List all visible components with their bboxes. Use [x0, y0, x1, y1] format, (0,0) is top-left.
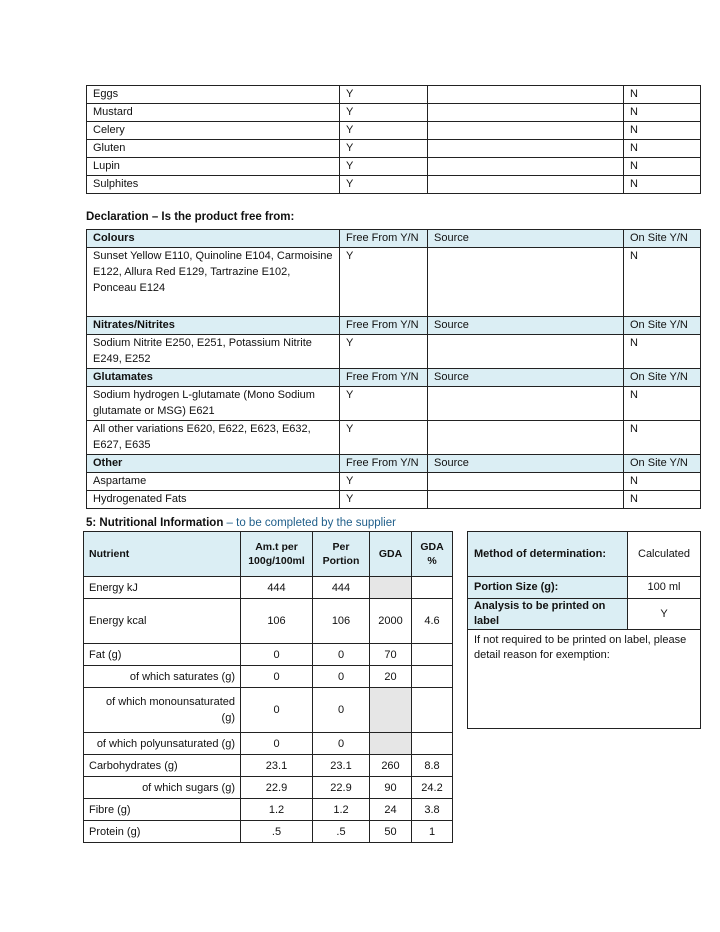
allergen-source	[428, 158, 624, 176]
allergen-onsite: N	[624, 86, 701, 104]
table-row	[84, 777, 453, 799]
nitrates-onsite: N	[624, 335, 701, 369]
nutrient-amount: 1.2	[241, 799, 313, 821]
col-amount: Am.t per 100g/100ml	[241, 532, 313, 577]
allergen-free: Y	[340, 86, 428, 104]
nutrient-amount: 22.9	[241, 777, 313, 799]
col-on-site: On Site Y/N	[624, 230, 701, 248]
nutrient-gda-pct: 4.6	[412, 599, 453, 644]
table-row	[84, 733, 453, 755]
col-free-from: Free From Y/N	[340, 369, 428, 387]
nutrient-gda: 20	[370, 666, 412, 688]
col-free-from: Free From Y/N	[340, 230, 428, 248]
allergen-name: Sulphites	[87, 176, 340, 194]
allergen-free: Y	[340, 158, 428, 176]
allergen-free: Y	[340, 176, 428, 194]
col-on-site: On Site Y/N	[624, 317, 701, 335]
analysis-label: Analysis to be printed on label	[468, 599, 628, 630]
colours-item: Sunset Yellow E110, Quinoline E104, Carmoisine E122, Allura Red E129, Tartrazine E102, Ponceau E124	[87, 248, 340, 317]
table-row	[87, 369, 701, 387]
method-value: Calculated	[628, 532, 701, 577]
allergen-table	[86, 85, 701, 194]
glutamates-onsite: N	[624, 421, 701, 455]
allergen-free: Y	[340, 104, 428, 122]
other-source	[428, 473, 624, 491]
col-free-from: Free From Y/N	[340, 455, 428, 473]
declaration-table	[86, 229, 701, 509]
allergen-onsite: N	[624, 140, 701, 158]
category-other: Other	[87, 455, 340, 473]
other-free: Y	[340, 473, 428, 491]
nutrient-gda: 24	[370, 799, 412, 821]
table-row	[84, 577, 453, 599]
col-source: Source	[428, 455, 624, 473]
nutrient-portion: 0	[313, 666, 370, 688]
nutrient-gda	[370, 577, 412, 599]
table-row	[87, 140, 701, 158]
nitrates-free: Y	[340, 335, 428, 369]
exemption-note: If not required to be printed on label, please detail reason for exemption:	[468, 630, 701, 729]
nutrient-portion: 106	[313, 599, 370, 644]
table-row	[84, 666, 453, 688]
table-row	[84, 821, 453, 843]
col-portion: Per Portion	[313, 532, 370, 577]
table-row	[87, 335, 701, 369]
table-row	[87, 86, 701, 104]
nutrient-name: of which sugars (g)	[84, 777, 241, 799]
nutrient-name: Fat (g)	[84, 644, 241, 666]
col-source: Source	[428, 230, 624, 248]
analysis-value: Y	[628, 599, 701, 630]
col-on-site: On Site Y/N	[624, 455, 701, 473]
method-label: Method of determination:	[468, 532, 628, 577]
portion-size-label: Portion Size (g):	[468, 577, 628, 599]
other-item: Hydrogenated Fats	[87, 491, 340, 509]
allergen-name: Celery	[87, 122, 340, 140]
portion-size-value: 100 ml	[628, 577, 701, 599]
nutrient-gda-pct	[412, 644, 453, 666]
allergen-source	[428, 176, 624, 194]
col-free-from: Free From Y/N	[340, 317, 428, 335]
allergen-onsite: N	[624, 122, 701, 140]
nutrient-portion: 0	[313, 644, 370, 666]
nutrient-portion: 23.1	[313, 755, 370, 777]
table-row	[87, 104, 701, 122]
category-colours: Colours	[87, 230, 340, 248]
nutrient-portion: 1.2	[313, 799, 370, 821]
table-row	[87, 455, 701, 473]
table-row	[84, 688, 453, 733]
glutamates-source	[428, 421, 624, 455]
table-row	[468, 599, 701, 630]
table-row	[87, 421, 701, 455]
table-row	[87, 387, 701, 421]
nutrient-name: Protein (g)	[84, 821, 241, 843]
category-glutamates: Glutamates	[87, 369, 340, 387]
glutamates-item: Sodium hydrogen L-glutamate (Mono Sodium glutamate or MSG) E621	[87, 387, 340, 421]
allergen-free: Y	[340, 140, 428, 158]
nutrient-gda-pct: 24.2	[412, 777, 453, 799]
nutrient-amount: 0	[241, 733, 313, 755]
table-row	[87, 230, 701, 248]
glutamates-source	[428, 387, 624, 421]
table-row	[84, 799, 453, 821]
nutrient-amount: 0	[241, 688, 313, 733]
nutrient-name: Fibre (g)	[84, 799, 241, 821]
glutamates-item: All other variations E620, E622, E623, E632, E627, E635	[87, 421, 340, 455]
nutrient-amount: 0	[241, 644, 313, 666]
nutrition-table	[83, 531, 453, 843]
table-row	[84, 755, 453, 777]
nutrient-gda: 260	[370, 755, 412, 777]
glutamates-free: Y	[340, 387, 428, 421]
nutrient-gda: 70	[370, 644, 412, 666]
allergen-name: Lupin	[87, 158, 340, 176]
allergen-source	[428, 122, 624, 140]
allergen-onsite: N	[624, 104, 701, 122]
category-nitrates: Nitrates/Nitrites	[87, 317, 340, 335]
table-row	[468, 630, 701, 729]
table-header-row	[84, 532, 453, 577]
nutrient-portion: 0	[313, 733, 370, 755]
allergen-free: Y	[340, 122, 428, 140]
nutrient-portion: 444	[313, 577, 370, 599]
allergen-onsite: N	[624, 158, 701, 176]
nutrient-gda-pct	[412, 666, 453, 688]
nutrient-name: Energy kJ	[84, 577, 241, 599]
nutrient-gda: 50	[370, 821, 412, 843]
table-row	[468, 532, 701, 577]
nutrient-name: of which polyunsaturated (g)	[84, 733, 241, 755]
nutrient-gda-pct: 8.8	[412, 755, 453, 777]
nutrient-amount: 0	[241, 666, 313, 688]
other-source	[428, 491, 624, 509]
colours-free: Y	[340, 248, 428, 317]
allergen-source	[428, 104, 624, 122]
nutrient-gda-pct: 3.8	[412, 799, 453, 821]
nutrient-name: Energy kcal	[84, 599, 241, 644]
nitrates-source	[428, 335, 624, 369]
table-row	[87, 158, 701, 176]
table-row	[87, 491, 701, 509]
col-nutrient: Nutrient	[84, 532, 241, 577]
table-row	[87, 176, 701, 194]
nutrient-gda: 2000	[370, 599, 412, 644]
nutrient-portion: .5	[313, 821, 370, 843]
nutrient-amount: 106	[241, 599, 313, 644]
allergen-source	[428, 86, 624, 104]
colours-onsite: N	[624, 248, 701, 317]
col-gda: GDA	[370, 532, 412, 577]
nutrient-amount: .5	[241, 821, 313, 843]
col-on-site: On Site Y/N	[624, 369, 701, 387]
nutrient-gda-pct	[412, 688, 453, 733]
method-table	[467, 531, 701, 729]
nutrient-amount: 23.1	[241, 755, 313, 777]
allergen-name: Eggs	[87, 86, 340, 104]
nutrient-name: Carbohydrates (g)	[84, 755, 241, 777]
other-free: Y	[340, 491, 428, 509]
table-row	[87, 122, 701, 140]
table-row	[84, 599, 453, 644]
nutrient-name: of which saturates (g)	[84, 666, 241, 688]
nutrient-gda	[370, 688, 412, 733]
nutrient-portion: 0	[313, 688, 370, 733]
nutrient-gda-pct: 1	[412, 821, 453, 843]
nitrates-item: Sodium Nitrite E250, E251, Potassium Nitrite E249, E252	[87, 335, 340, 369]
allergen-name: Gluten	[87, 140, 340, 158]
declaration-title: Declaration – Is the product free from:	[86, 211, 295, 223]
table-row	[87, 248, 701, 317]
colours-source	[428, 248, 624, 317]
col-source: Source	[428, 317, 624, 335]
allergen-onsite: N	[624, 176, 701, 194]
glutamates-free: Y	[340, 421, 428, 455]
nutrition-heading: 5: Nutritional Information	[86, 517, 224, 529]
nutrient-gda-pct	[412, 577, 453, 599]
nutrient-gda: 90	[370, 777, 412, 799]
nutrient-gda	[370, 733, 412, 755]
other-item: Aspartame	[87, 473, 340, 491]
glutamates-onsite: N	[624, 387, 701, 421]
col-gda-pct: GDA %	[412, 532, 453, 577]
table-row	[84, 644, 453, 666]
nutrient-name: of which monounsaturated (g)	[84, 688, 241, 733]
nutrition-subtitle: – to be completed by the supplier	[223, 517, 396, 529]
table-row	[87, 317, 701, 335]
nutrition-title	[86, 517, 396, 529]
col-source: Source	[428, 369, 624, 387]
other-onsite: N	[624, 473, 701, 491]
allergen-name: Mustard	[87, 104, 340, 122]
other-onsite: N	[624, 491, 701, 509]
nutrient-gda-pct	[412, 733, 453, 755]
table-row	[87, 473, 701, 491]
allergen-source	[428, 140, 624, 158]
table-row	[468, 577, 701, 599]
nutrient-portion: 22.9	[313, 777, 370, 799]
nutrient-amount: 444	[241, 577, 313, 599]
